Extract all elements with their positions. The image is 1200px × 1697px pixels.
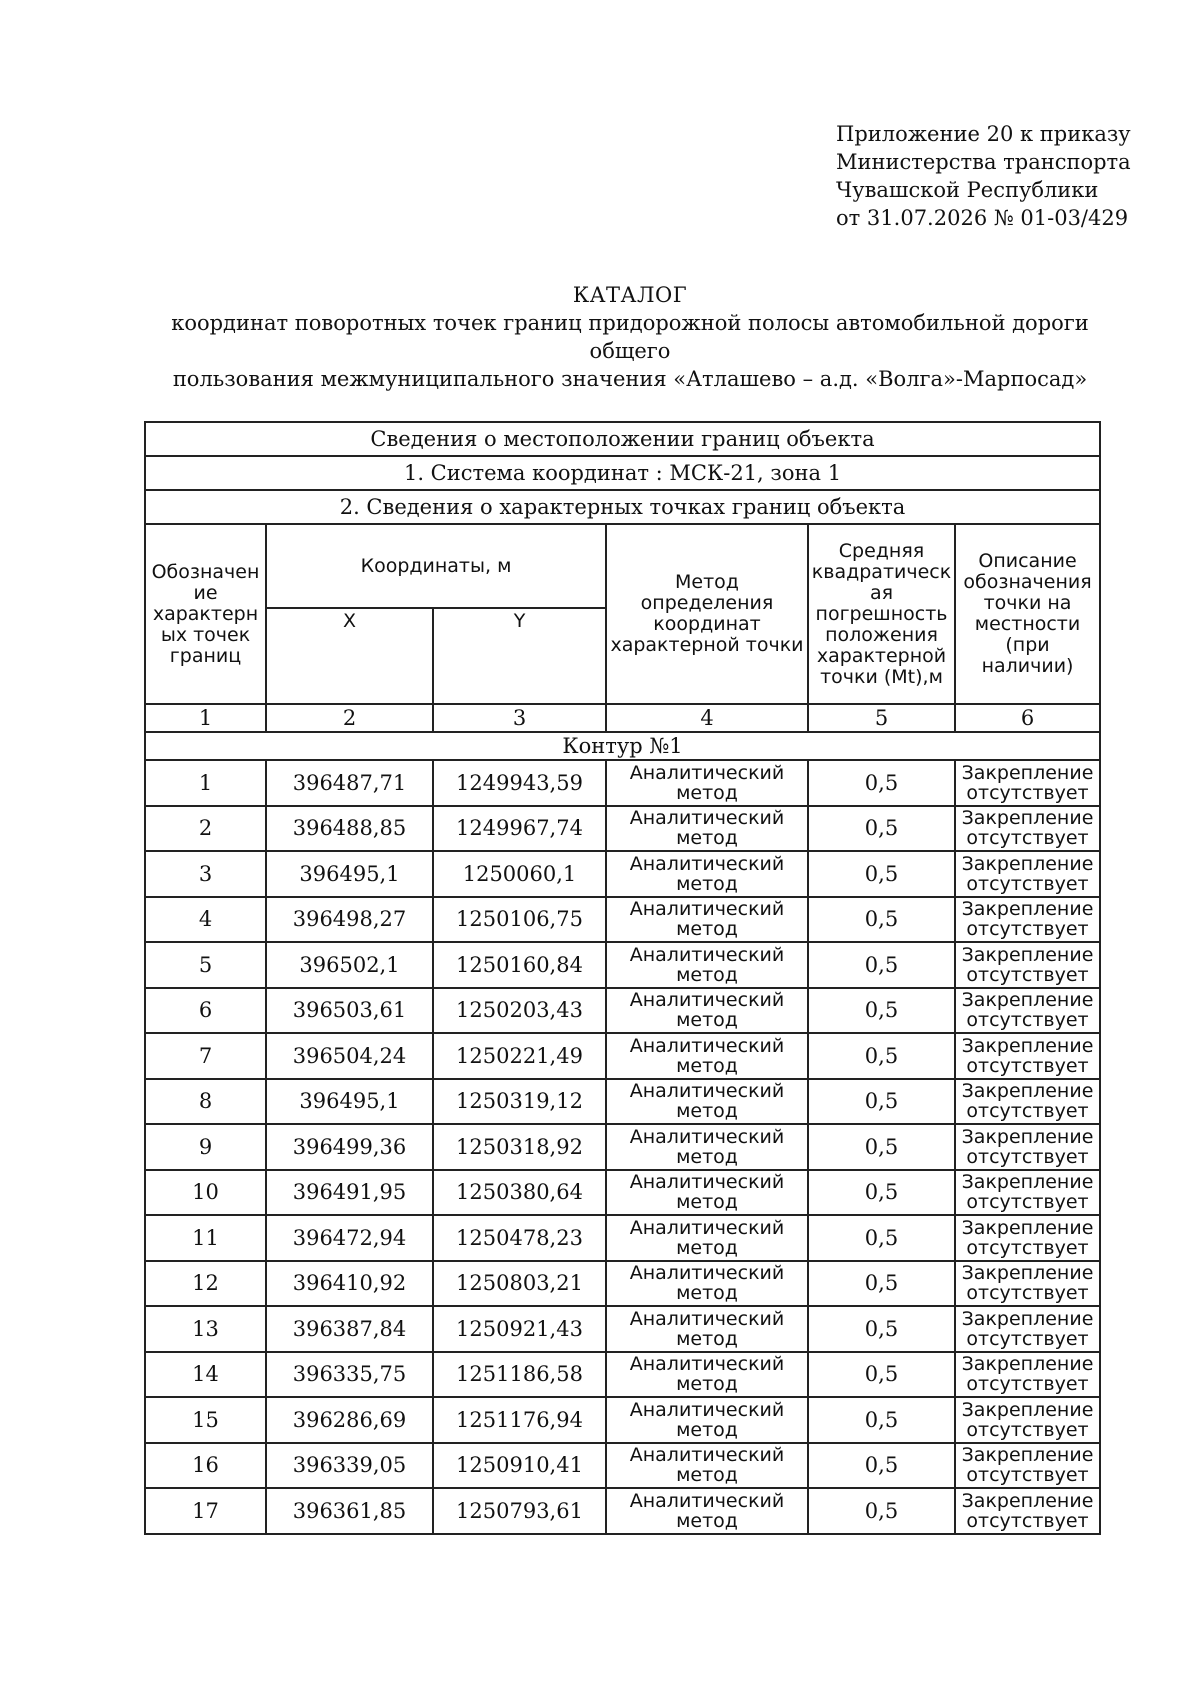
error-cell: 0,5 [808,760,955,806]
y-coordinate-cell: 1250910,41 [433,1443,606,1489]
y-coordinate-cell: 1250160,84 [433,942,606,988]
coordinates-header: Координаты, м [266,524,606,608]
y-coordinate-cell: 1250478,23 [433,1215,606,1261]
method-cell: Аналитический метод [606,1079,808,1125]
x-coordinate-cell: 396498,27 [266,897,433,943]
y-coordinate-cell: 1250921,43 [433,1306,606,1352]
object-info-header: Сведения о местоположении границ объекта [145,422,1100,456]
point-number-cell: 11 [145,1215,266,1261]
x-coordinate-cell: 396335,75 [266,1352,433,1398]
x-coordinate-cell: 396495,1 [266,1079,433,1125]
table-row [145,1397,1100,1443]
table-row [145,760,1100,806]
point-number-cell: 1 [145,760,266,806]
table-row [145,942,1100,988]
x-coordinate-cell: 396472,94 [266,1215,433,1261]
x-coordinate-cell: 396361,85 [266,1488,433,1534]
error-cell: 0,5 [808,1488,955,1534]
method-cell: Аналитический метод [606,1124,808,1170]
table-row [145,988,1100,1034]
y-coordinate-cell: 1250318,92 [433,1124,606,1170]
point-designation-header: Обозначен ие характерн ых точек границ [145,524,266,704]
point-number-cell: 15 [145,1397,266,1443]
description-cell: Закрепление отсутствует [955,1033,1100,1079]
column-number: 6 [955,704,1100,732]
error-cell: 0,5 [808,1352,955,1398]
error-cell: 0,5 [808,1124,955,1170]
description-cell: Закрепление отсутствует [955,1306,1100,1352]
x-coordinate-cell: 396499,36 [266,1124,433,1170]
method-cell: Аналитический метод [606,1215,808,1261]
appendix-line: Приложение 20 к приказу [836,122,1131,146]
table-row [145,1488,1100,1534]
method-cell: Аналитический метод [606,760,808,806]
x-coordinate-cell: 396495,1 [266,851,433,897]
method-cell: Аналитический метод [606,1397,808,1443]
point-number-cell: 10 [145,1170,266,1216]
x-coordinate-cell: 396286,69 [266,1397,433,1443]
contour-row [145,732,1100,760]
y-coordinate-cell: 1250803,21 [433,1261,606,1307]
method-header: Метод определения координат характерной точки [606,524,808,704]
table-row [145,806,1100,852]
contour-label: Контур №1 [145,732,1100,760]
y-coordinate-cell: 1250060,1 [433,851,606,897]
y-header: Y [433,608,606,704]
x-coordinate-cell: 396487,71 [266,760,433,806]
y-coordinate-cell: 1251186,58 [433,1352,606,1398]
x-coordinate-cell: 396488,85 [266,806,433,852]
point-number-cell: 4 [145,897,266,943]
method-cell: Аналитический метод [606,1352,808,1398]
y-coordinate-cell: 1250221,49 [433,1033,606,1079]
error-header: Средняя квадратическ ая погрешность положения характерной точки (Mt),м [808,524,955,704]
x-coordinate-cell: 396410,92 [266,1261,433,1307]
column-number: 3 [433,704,606,732]
y-coordinate-cell: 1249967,74 [433,806,606,852]
coordinate-system-header: 1. Система координат : МСК-21, зона 1 [145,456,1100,490]
x-header: X [266,608,433,704]
method-cell: Аналитический метод [606,988,808,1034]
description-header: Описание обозначения точки на местности (при наличии) [955,524,1100,704]
point-number-cell: 12 [145,1261,266,1307]
method-cell: Аналитический метод [606,1261,808,1307]
column-number: 4 [606,704,808,732]
table-header-row [145,524,1100,608]
table-row [145,1215,1100,1261]
table-row [145,851,1100,897]
document-subtitle-line: пользования межмуниципального значения «Атлашево – а.д. «Волга»-Марпосад» [172,367,1088,391]
error-cell: 0,5 [808,1033,955,1079]
x-coordinate-cell: 396503,61 [266,988,433,1034]
x-coordinate-cell: 396339,05 [266,1443,433,1489]
description-cell: Закрепление отсутствует [955,1397,1100,1443]
description-cell: Закрепление отсутствует [955,851,1100,897]
method-cell: Аналитический метод [606,1443,808,1489]
description-cell: Закрепление отсутствует [955,806,1100,852]
error-cell: 0,5 [808,1306,955,1352]
method-cell: Аналитический метод [606,942,808,988]
error-cell: 0,5 [808,806,955,852]
error-cell: 0,5 [808,1215,955,1261]
description-cell: Закрепление отсутствует [955,1079,1100,1125]
table-row [145,422,1100,456]
column-number: 1 [145,704,266,732]
table-row [145,456,1100,490]
column-number-row [145,704,1100,732]
x-coordinate-cell: 396502,1 [266,942,433,988]
table-row [145,490,1100,524]
description-cell: Закрепление отсутствует [955,1170,1100,1216]
point-number-cell: 7 [145,1033,266,1079]
table-row [145,1033,1100,1079]
coordinates-table [144,421,1101,1535]
appendix-line: от 31.07.2026 № 01-03/429 [836,206,1129,230]
description-cell: Закрепление отсутствует [955,1215,1100,1261]
method-cell: Аналитический метод [606,1306,808,1352]
y-coordinate-cell: 1250380,64 [433,1170,606,1216]
error-cell: 0,5 [808,1079,955,1125]
point-number-cell: 8 [145,1079,266,1125]
error-cell: 0,5 [808,1170,955,1216]
table-row [145,1170,1100,1216]
error-cell: 0,5 [808,897,955,943]
table-row [145,1079,1100,1125]
appendix-line: Министерства транспорта [836,150,1131,174]
point-number-cell: 16 [145,1443,266,1489]
description-cell: Закрепление отсутствует [955,942,1100,988]
error-cell: 0,5 [808,942,955,988]
table-row [145,897,1100,943]
y-coordinate-cell: 1250793,61 [433,1488,606,1534]
error-cell: 0,5 [808,1397,955,1443]
x-coordinate-cell: 396491,95 [266,1170,433,1216]
description-cell: Закрепление отсутствует [955,760,1100,806]
y-coordinate-cell: 1250203,43 [433,988,606,1034]
x-coordinate-cell: 396504,24 [266,1033,433,1079]
y-coordinate-cell: 1251176,94 [433,1397,606,1443]
method-cell: Аналитический метод [606,851,808,897]
document-heading [140,281,1120,393]
y-coordinate-cell: 1250106,75 [433,897,606,943]
y-coordinate-cell: 1249943,59 [433,760,606,806]
points-info-header: 2. Сведения о характерных точках границ объекта [145,490,1100,524]
document-title: КАТАЛОГ [572,283,688,307]
document-subtitle-line: координат поворотных точек границ придорожной полосы автомобильной дороги общего [171,311,1089,363]
point-number-cell: 14 [145,1352,266,1398]
appendix-line: Чувашской Республики [836,178,1099,202]
description-cell: Закрепление отсутствует [955,1261,1100,1307]
point-number-cell: 2 [145,806,266,852]
method-cell: Аналитический метод [606,1033,808,1079]
description-cell: Закрепление отсутствует [955,897,1100,943]
error-cell: 0,5 [808,1261,955,1307]
error-cell: 0,5 [808,851,955,897]
x-coordinate-cell: 396387,84 [266,1306,433,1352]
method-cell: Аналитический метод [606,1170,808,1216]
method-cell: Аналитический метод [606,1488,808,1534]
table-row [145,1306,1100,1352]
y-coordinate-cell: 1250319,12 [433,1079,606,1125]
method-cell: Аналитический метод [606,806,808,852]
description-cell: Закрепление отсутствует [955,1488,1100,1534]
table-row [145,1261,1100,1307]
point-number-cell: 6 [145,988,266,1034]
column-number: 2 [266,704,433,732]
table-row [145,1352,1100,1398]
point-number-cell: 13 [145,1306,266,1352]
point-number-cell: 9 [145,1124,266,1170]
appendix-block [836,120,1131,232]
point-number-cell: 17 [145,1488,266,1534]
table-row [145,1443,1100,1489]
description-cell: Закрепление отсутствует [955,988,1100,1034]
table-row [145,1124,1100,1170]
description-cell: Закрепление отсутствует [955,1352,1100,1398]
point-number-cell: 3 [145,851,266,897]
error-cell: 0,5 [808,988,955,1034]
method-cell: Аналитический метод [606,897,808,943]
point-number-cell: 5 [145,942,266,988]
column-number: 5 [808,704,955,732]
description-cell: Закрепление отсутствует [955,1443,1100,1489]
description-cell: Закрепление отсутствует [955,1124,1100,1170]
error-cell: 0,5 [808,1443,955,1489]
